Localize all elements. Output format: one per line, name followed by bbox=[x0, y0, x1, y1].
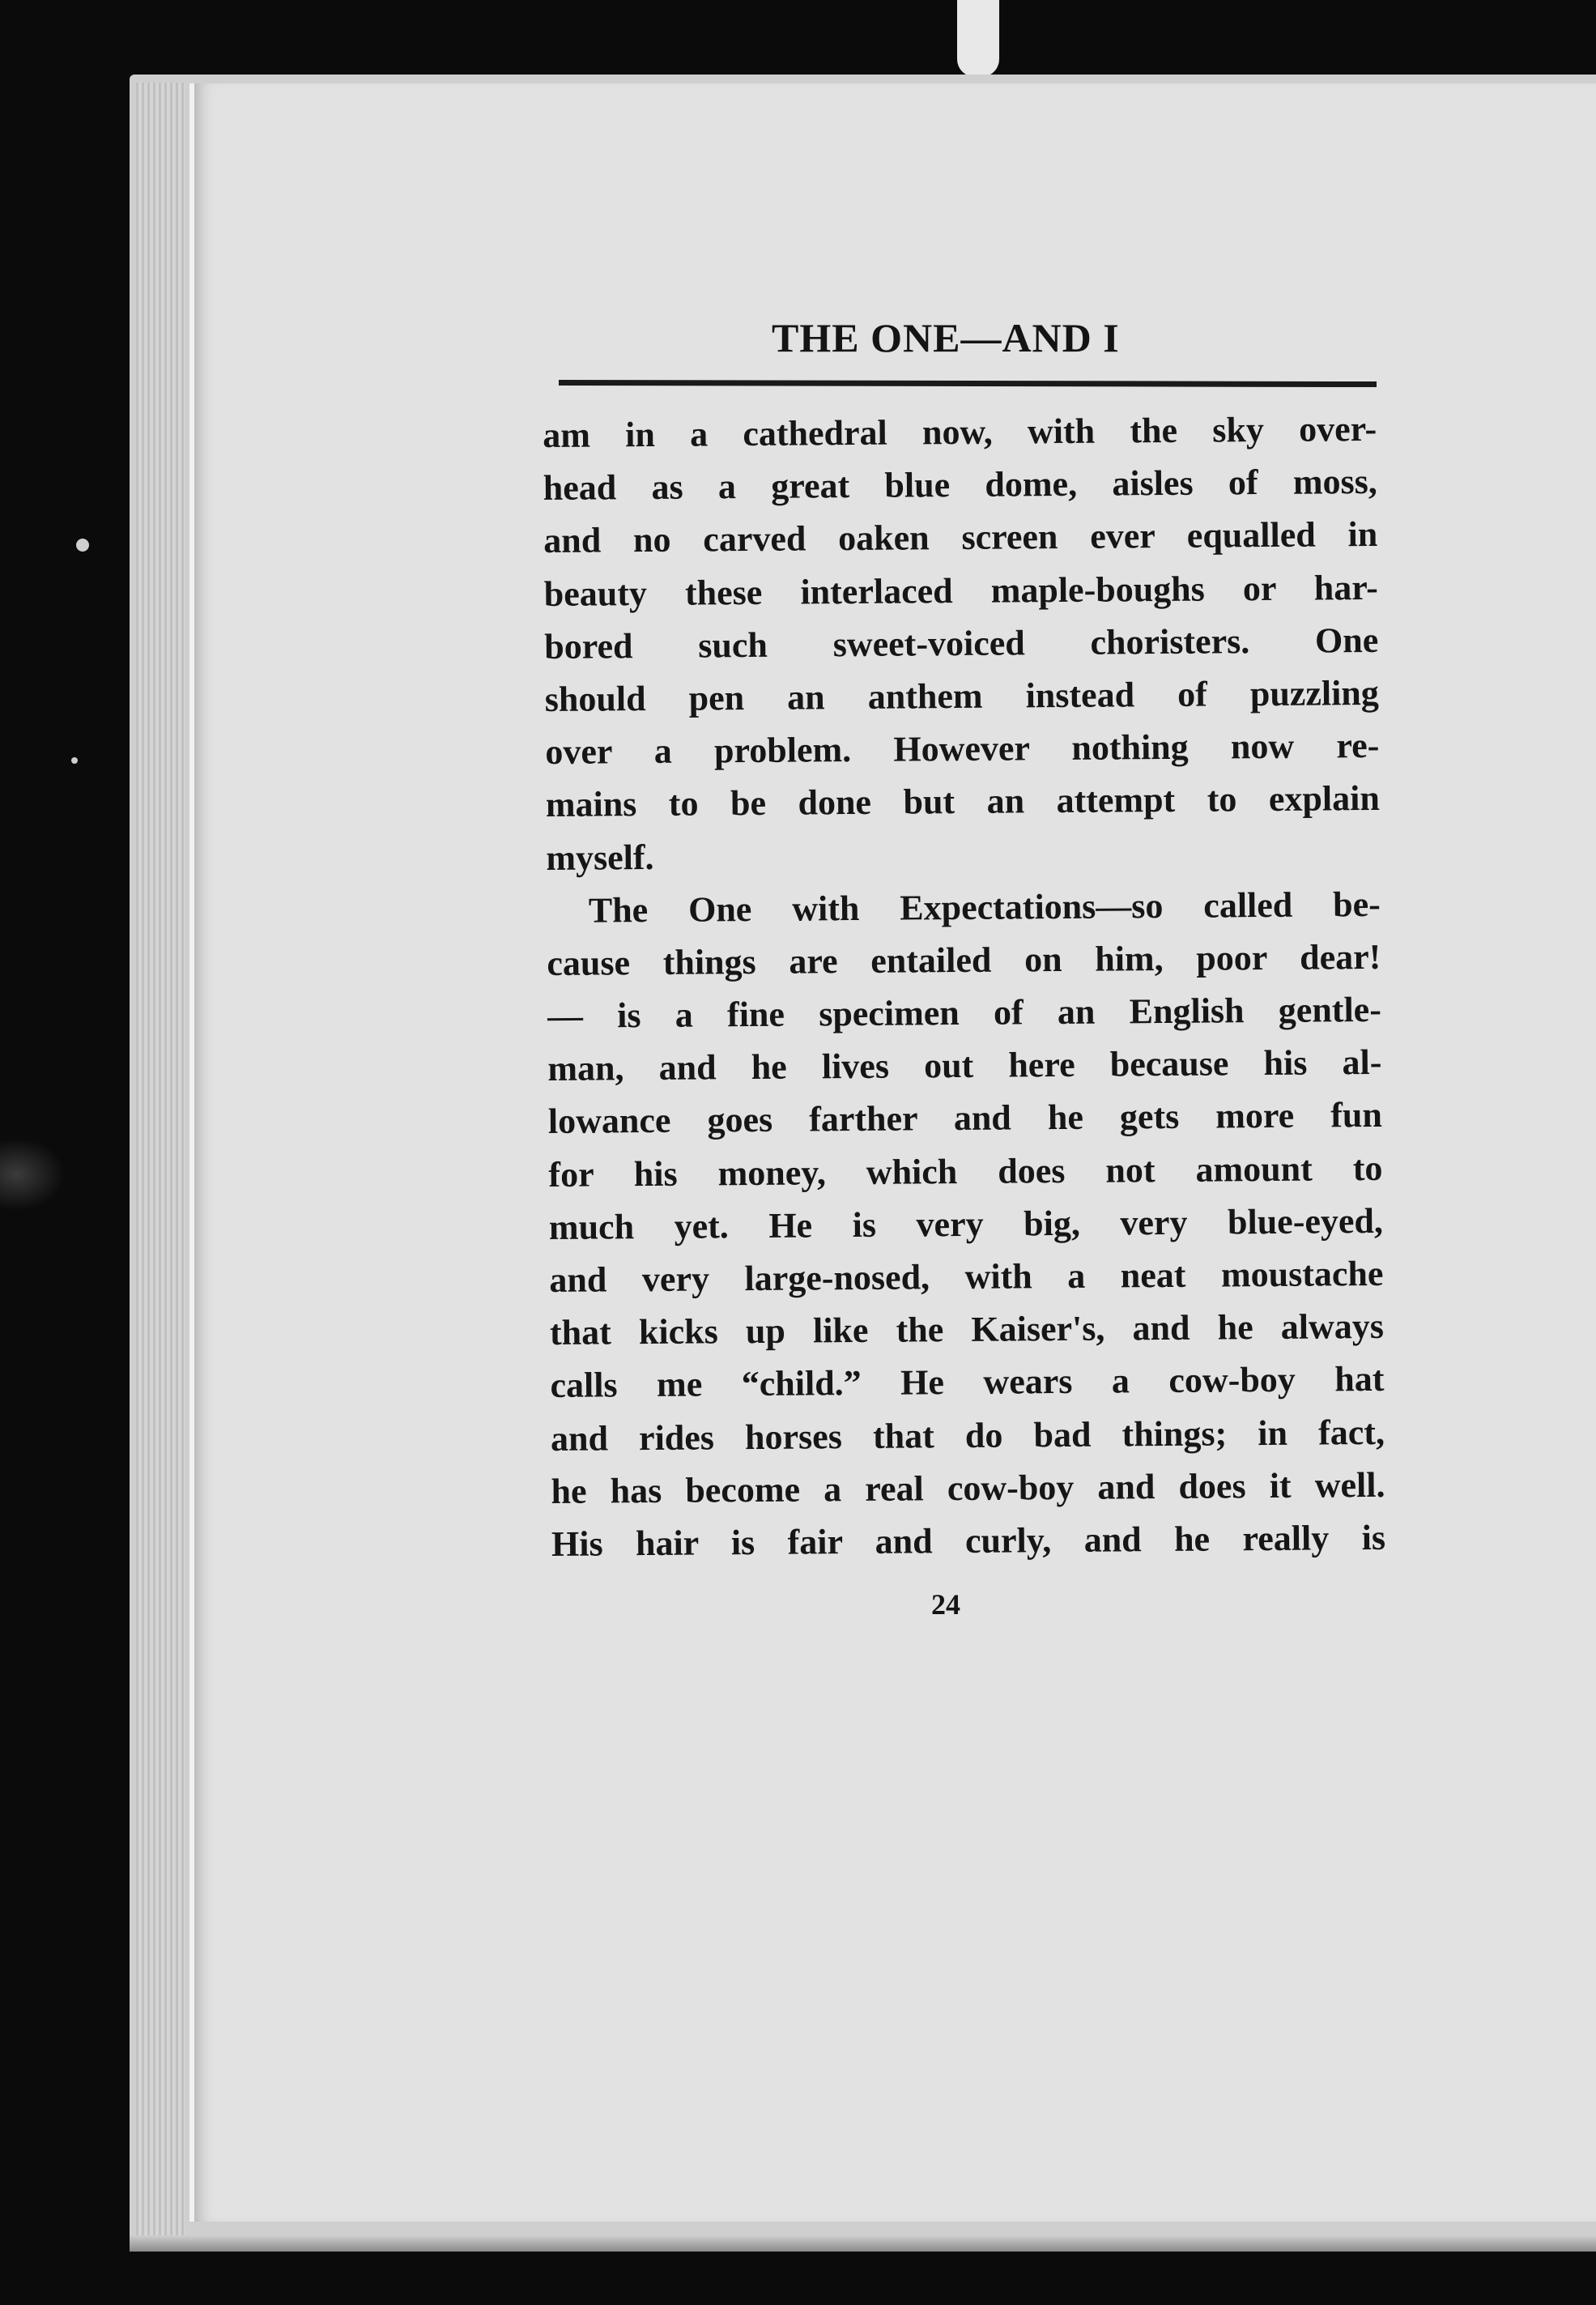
page-bottom-edge bbox=[130, 2235, 1596, 2252]
body-text bbox=[543, 403, 1385, 1570]
text-line: for his money, which does not amount to bbox=[548, 1148, 1383, 1195]
text-line: His hair is fair and curly, and he really is bbox=[551, 1517, 1386, 1564]
text-line: calls me “child.” He wears a cow-boy hat bbox=[550, 1359, 1385, 1406]
text-line: lowance goes farther and he gets more fun bbox=[547, 1095, 1383, 1142]
text-line: he has become a real cow-boy and does it well. bbox=[551, 1464, 1385, 1511]
text-line: and rides horses that do bad things; in fact, bbox=[550, 1412, 1385, 1459]
text-line: am in a cathedral now, with the sky over- bbox=[543, 408, 1377, 455]
text-line: mains to be done but an attempt to explain bbox=[545, 778, 1380, 825]
text-line: — is a fine specimen of an English gentle- bbox=[547, 989, 1382, 1037]
dust-speck bbox=[71, 757, 78, 764]
text-line: beauty these interlaced maple-boughs or har- bbox=[543, 567, 1378, 614]
text-line: and very large-nosed, with a neat moustache bbox=[549, 1253, 1384, 1300]
text-line: over a problem. However nothing now re- bbox=[545, 726, 1380, 773]
text-line: head as a great blue dome, aisles of moss, bbox=[543, 462, 1377, 509]
text-line: man, and he lives out here because his al- bbox=[547, 1042, 1382, 1089]
text-line: The One with Expectations—so called be- bbox=[588, 884, 1381, 931]
text-line: bored such sweet-voiced choristers. One bbox=[544, 620, 1379, 667]
page-number: 24 bbox=[931, 1588, 960, 1621]
text-line: much yet. He is very big, very blue-eyed, bbox=[548, 1200, 1384, 1247]
dust-speck bbox=[76, 539, 89, 552]
running-head: THE ONE—AND I bbox=[772, 315, 1120, 360]
text-line: that kicks up like the Kaiser's, and he always bbox=[549, 1306, 1385, 1353]
text-line: and no carved oaken screen ever equalled in bbox=[543, 514, 1378, 561]
text-line: cause things are entailed on him, poor dear! bbox=[547, 936, 1381, 983]
text-line: myself. bbox=[546, 837, 654, 878]
binding-tab bbox=[957, 0, 999, 77]
text-line: should pen an anthem instead of puzzling bbox=[544, 672, 1379, 719]
